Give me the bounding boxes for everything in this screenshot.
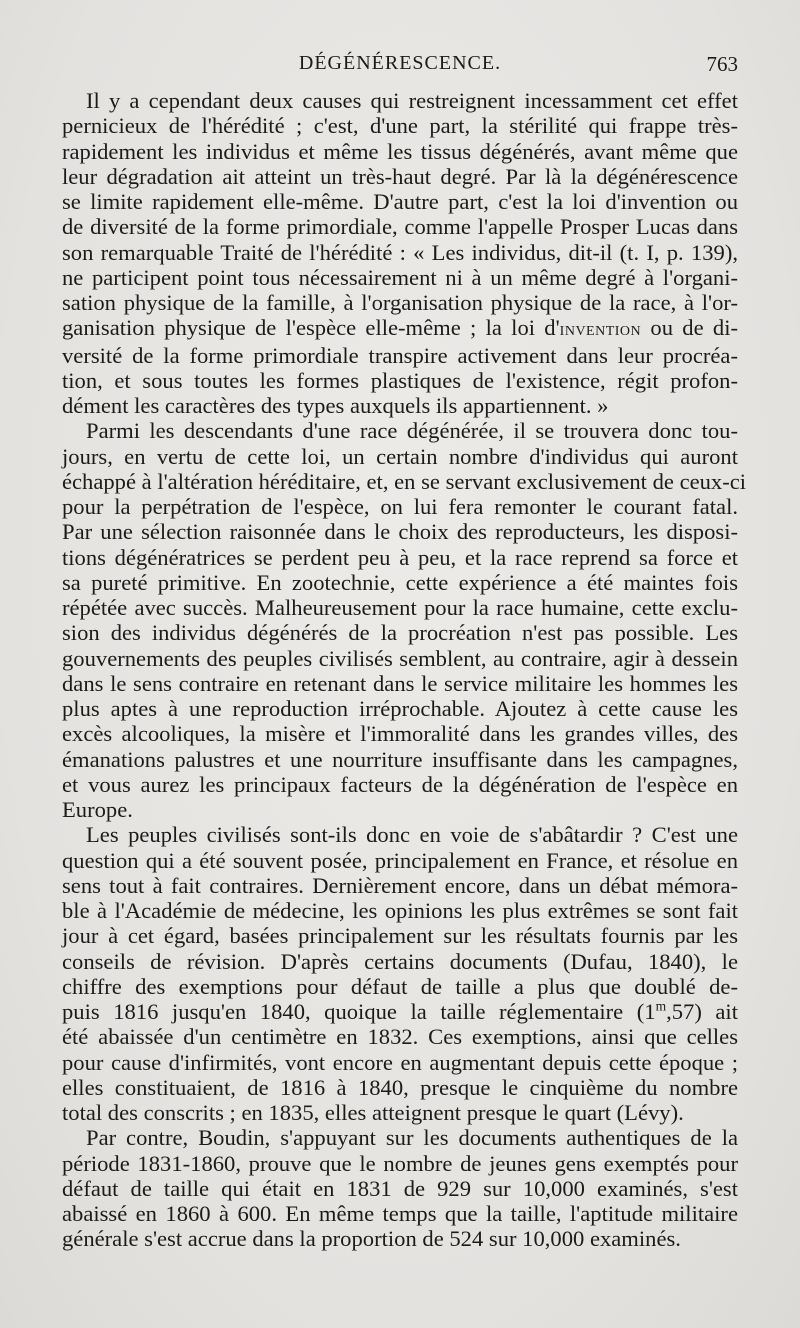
text-line: ble à l'Académie de médecine, les opinions les plus extrêmes se sont fait xyxy=(62,898,738,923)
text-line: ne participent point tous nécessairement ni à un même degré à l'organi- xyxy=(62,264,738,290)
text-line: Par contre, Boudin, s'appuyant sur les documents authentiques de la xyxy=(86,1125,738,1151)
text-line: sens tout à fait contraires. Dernièrement encore, dans un débat mémora- xyxy=(62,872,738,898)
text-line: pernicieux de l'hérédité ; c'est, d'une part, la stérilité qui frappe très- xyxy=(62,113,738,139)
text-line: leur dégradation ait atteint un très-haut degré. Par là la dégénérescence xyxy=(62,163,738,189)
text-line: générale s'est accrue dans la proportion de 524 sur 10,000 examinés. xyxy=(62,1226,681,1252)
text-line xyxy=(62,999,738,1024)
text-line: échappé à l'altération héréditaire, et, en se servant exclusivement de ceux-ci xyxy=(62,468,747,494)
text-line: chiffre des exemptions pour défaut de taille a plus que doublé de- xyxy=(62,973,738,999)
small-caps-word: invention xyxy=(559,318,642,341)
text-line: dans le sens contraire en retenant dans le service militaire les hommes les xyxy=(62,670,738,696)
text-line: émanations palustres et une nourriture insuffisante dans les campagnes, xyxy=(62,746,738,772)
text-line: plus aptes à une reproduction irréprochable. Ajoutez à cette cause les xyxy=(62,696,738,721)
text-run: puis 1816 jusqu'en 1840, quoique la taille réglementaire (1 xyxy=(62,999,656,1024)
text-line: versité de la forme primordiale transpire activement dans leur procréa- xyxy=(62,342,738,368)
text-line: Les peuples civilisés sont-ils donc en voie de s'abâtardir ? C'est une xyxy=(86,822,738,848)
text-line: Parmi les descendants d'une race dégénérée, il se trouvera donc tou- xyxy=(86,418,738,444)
text-line: de diversité de la forme primordiale, comme l'appelle Prosper Lucas dans xyxy=(62,214,738,240)
text-line: et vous aurez les principaux facteurs de la dégénération de l'espèce en xyxy=(62,771,738,797)
text-line: défaut de taille qui était en 1831 de 929 sur 10,000 examinés, s'est xyxy=(62,1175,738,1201)
text-line: répétée avec succès. Malheureusement pour la race humaine, cette exclu- xyxy=(62,595,738,620)
text-line: période 1831-1860, prouve que le nombre de jeunes gens exemptés pour xyxy=(62,1150,738,1176)
page-number: 763 xyxy=(706,52,738,76)
text-line: pour cause d'infirmités, vont encore en augmentant depuis cette époque ; xyxy=(62,1049,738,1075)
text-run: ,57) ait xyxy=(666,999,738,1024)
text-line: tions dégénératrices se perdent peu à peu, et la race reprend sa force et xyxy=(62,544,738,570)
text-line: question qui a été souvent posée, principalement en France, et résolue en xyxy=(62,847,738,873)
text-line: excès alcooliques, la misère et l'immoralité dans les grandes villes, des xyxy=(62,721,738,747)
text-line: tion, et sous toutes les formes plastiques de l'existence, régit profon- xyxy=(62,367,738,393)
text-line: jour à cet égard, basées principalement sur les résultats fournis par les xyxy=(62,923,738,949)
text-line: abaissé en 1860 à 600. En même temps que la taille, l'aptitude militaire xyxy=(62,1201,738,1226)
paragraph xyxy=(62,822,738,1125)
text-run: ganisation physique de l'espèce elle-même ; la loi d' xyxy=(62,315,560,341)
text-line: jours, en vertu de cette loi, un certain nombre d'individus qui auront xyxy=(62,443,738,469)
page-header xyxy=(62,52,738,84)
text-line: pour la perpétration de l'espèce, on lui fera remonter le courant fatal. xyxy=(62,494,738,519)
running-title: DÉGÉNÉRESCENCE. xyxy=(298,52,502,74)
text-line: son remarquable Traité de l'hérédité : « Les individus, dit-il (t. I, p. 139), xyxy=(62,239,738,265)
text-run: ou de di- xyxy=(641,315,738,341)
text-line: gouvernements des peuples civilisés semblent, au contraire, agir à dessein xyxy=(62,645,738,671)
paragraph xyxy=(62,1125,738,1251)
text-line: sa pureté primitive. En zootechnie, cette expérience a été maintes fois xyxy=(62,569,738,595)
text-line: Par une sélection raisonnée dans le choix des reproducteurs, les disposi- xyxy=(62,519,738,545)
text-line: rapidement les individus et même les tissus dégénérés, avant même que xyxy=(62,138,738,164)
superscript: m xyxy=(655,998,667,1014)
paragraph xyxy=(62,88,738,418)
text-line: dément les caractères des types auxquels ils appartiennent. » xyxy=(62,393,609,418)
text-line: se limite rapidement elle-même. D'autre part, c'est la loi d'invention ou xyxy=(62,189,738,214)
text-line: sation physique de la famille, à l'organisation physique de la race, à l'or- xyxy=(62,290,738,315)
body-text xyxy=(62,88,747,1252)
text-line: Europe. xyxy=(62,797,133,822)
text-line: Il y a cependant deux causes qui restreignent incessamment cet effet xyxy=(86,88,738,113)
text-line: sion des individus dégénérés de la procréation n'est pas possible. Les xyxy=(62,620,738,646)
text-line: total des conscrits ; en 1835, elles atteignent presque le quart (Lévy). xyxy=(62,1100,684,1125)
text-line: elles constituaient, de 1816 à 1840, presque le cinquième du nombre xyxy=(62,1074,738,1100)
paragraph xyxy=(62,418,747,822)
text-line: conseils de révision. D'après certains documents (Dufau, 1840), le xyxy=(62,948,738,974)
text-line: été abaissée d'un centimètre en 1832. Ces exemptions, ainsi que celles xyxy=(62,1024,738,1050)
text-line xyxy=(62,315,738,342)
